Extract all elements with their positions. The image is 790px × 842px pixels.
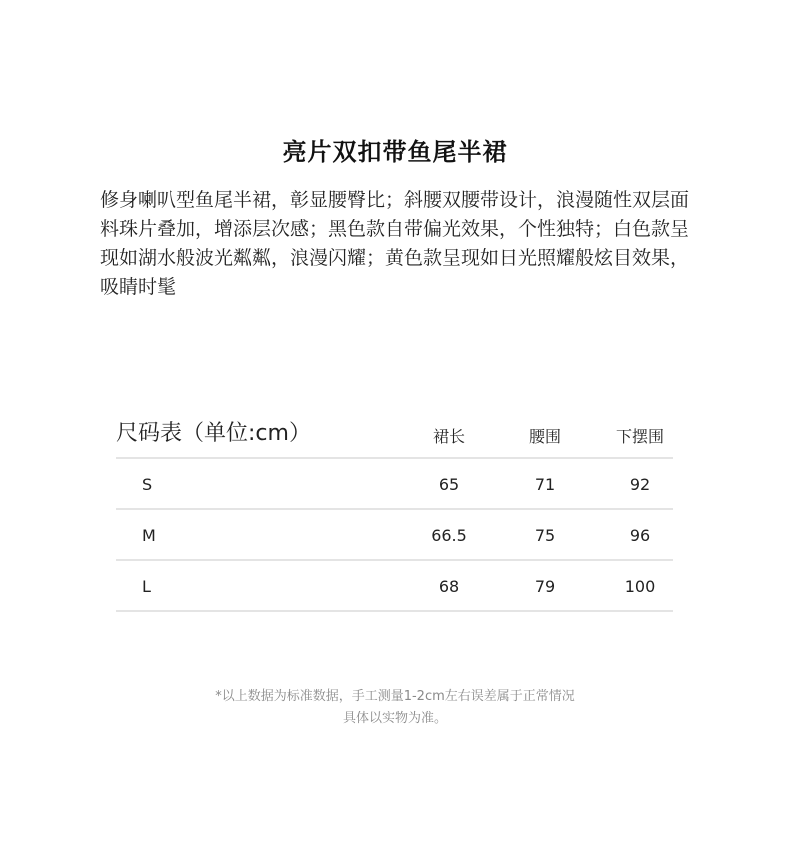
table-row: [116, 510, 673, 561]
size-table-header: [116, 412, 673, 459]
column-header-waist: 腰围: [528, 427, 561, 446]
size-label: L: [142, 577, 151, 596]
product-description: 修身喇叭型鱼尾半裙，彰显腰臀比；斜腰双腰带设计，浪漫随性双层面料珠片叠加，增添层次感；黑色款自带偏光效果，个性独特；白色款呈现如湖水般波光粼粼，浪漫闪耀；黄色款呈现如日光照耀般炫目效果，吸睛时髦: [100, 189, 690, 298]
length-value: 65: [438, 475, 460, 494]
length-value: 66.5: [431, 526, 467, 545]
waist-value: 79: [534, 577, 556, 596]
size-label: M: [142, 526, 156, 545]
waist-value: 75: [534, 526, 556, 545]
note-line-1: *以上数据为标准数据，手工测量1-2cm左右误差属于正常情况: [215, 689, 575, 704]
waist-value: 71: [534, 475, 556, 494]
table-row: [116, 459, 673, 510]
size-table-title: 尺码表（单位:cm）: [116, 421, 311, 446]
hem-value: 92: [629, 475, 651, 494]
column-header-hem: 下摆围: [615, 427, 664, 446]
size-label: S: [142, 475, 153, 494]
column-header-length: 裙长: [432, 427, 465, 446]
table-row: [116, 561, 673, 612]
hem-value: 100: [624, 577, 656, 596]
size-table: [116, 412, 673, 612]
product-title: 亮片双扣带鱼尾半裙: [282, 138, 508, 166]
note-line-2: 具体以实物为准。: [342, 711, 447, 726]
hem-value: 96: [629, 526, 651, 545]
length-value: 68: [438, 577, 460, 596]
measurement-note: [0, 686, 790, 730]
